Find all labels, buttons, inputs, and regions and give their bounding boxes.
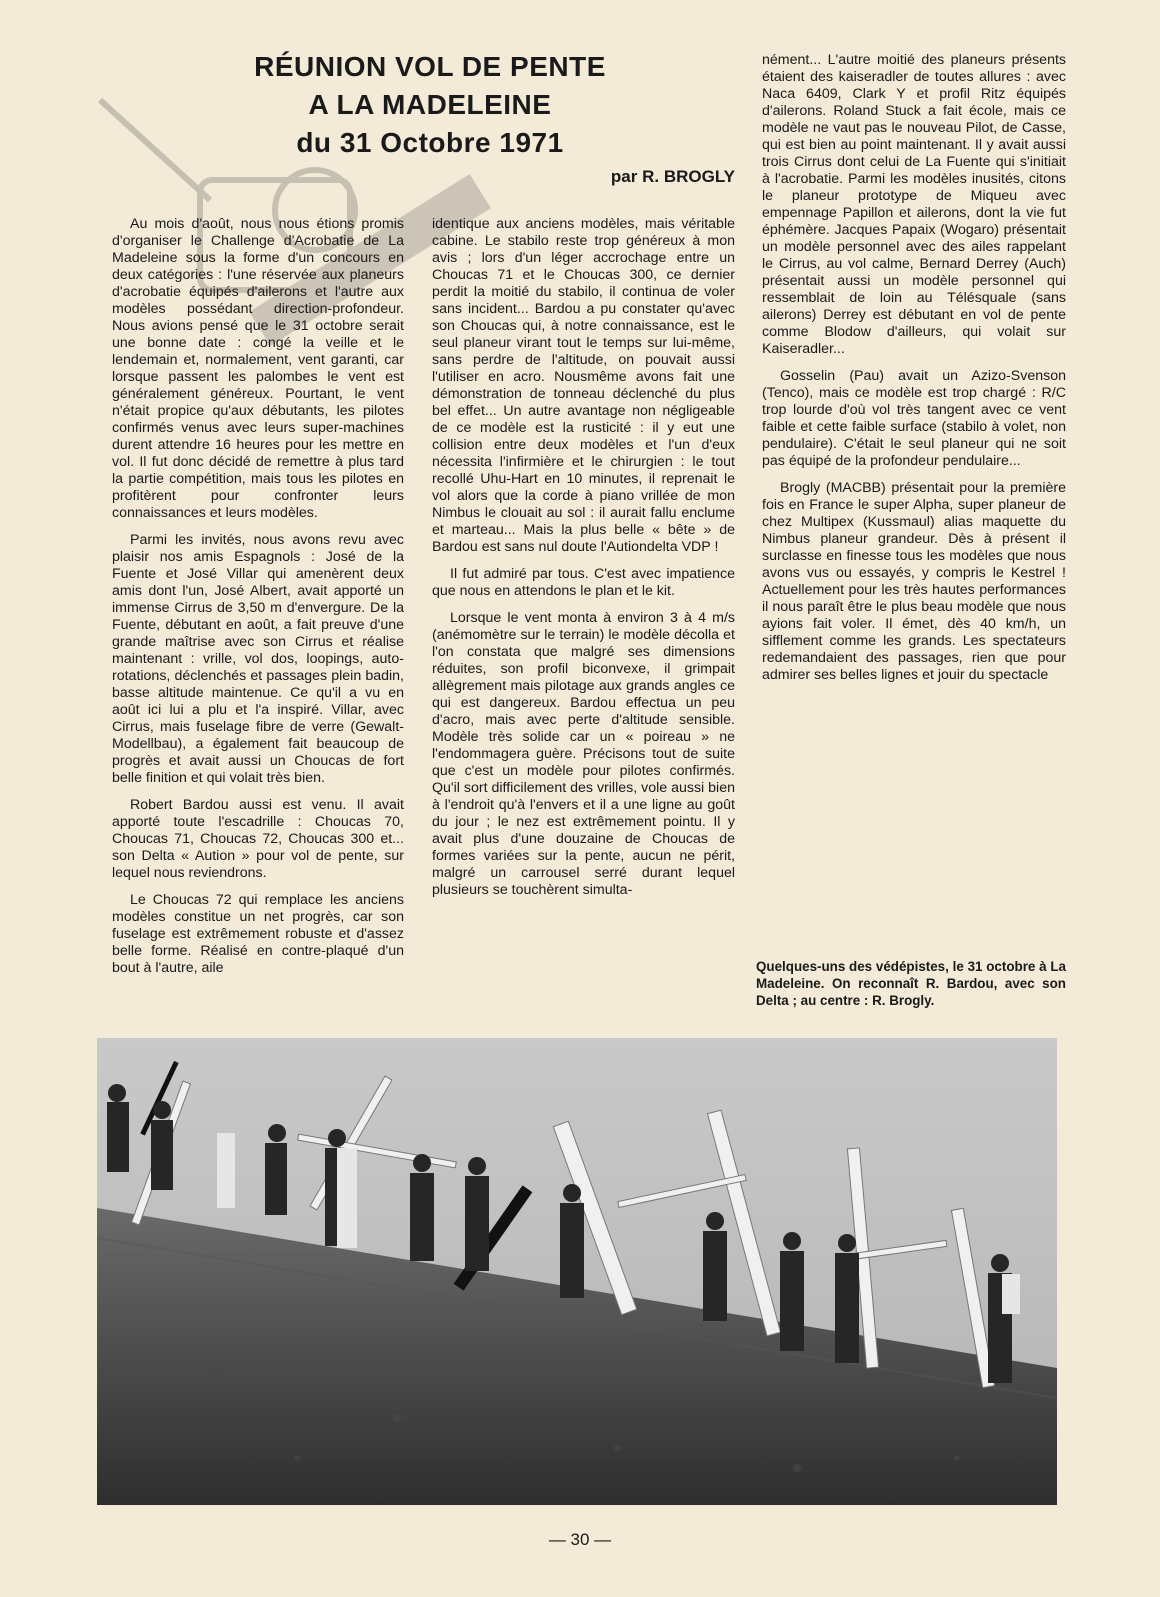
- paragraph: Parmi les invités, nous avons revu avec plaisir nos amis Espagnols : José de la Fuente et José Villar qui amenèrent deux amis dont l'un, José Albert, avait apporté un immense Cirrus de 3,50 m d'envergure. De la Fuente, débutant en août, a fait preuve d'une grande maîtrise avec son Cirrus et réalise maintenant : vrille, vol dos, loopings, auto-rotations, déclenchés et passages plein badin, basse altitude maintenue. Ce qu'il a vu en août ici lui a plu et l'a inspiré. Villar, avec Cirrus, mais fuselage fibre de verre (Gewalt-Modellbau), a également fait beaucoup de progrès et avait aussi un Choucas de fort belle finition et qui volait très bien.: [112, 532, 404, 786]
- title-line-1: RÉUNION VOL DE PENTE: [254, 51, 606, 82]
- article-title: [215, 48, 645, 162]
- photo-illustration: [97, 1038, 1057, 1505]
- paragraph: Au mois d'août, nous nous étions promis d'organiser le Challenge d'Acrobatie de La Madeleine sous la forme d'un concours en deux catégories : l'une réservée aux planeurs d'acrobatie équipés d'ailerons et l'autre aux modèles possédant direction-profondeur. Nous avions pensé que le 31 octobre serait une bonne date : congé la veille et le lendemain et, normalement, vent garanti, car lorsque passent les palombes le vent est généralement généreux. Pourtant, le vent n'était propice qu'aux débutants, les pilotes confirmés venus avec leurs super-machines durent attendre 16 heures pour les mettre en vol. Il fut donc décidé de remettre à plus tard la partie compétition, mais tous les pilotes en profitèrent pour confronter leurs connaissances et leurs modèles.: [112, 216, 404, 521]
- page-number: — 30 —: [548, 1530, 612, 1549]
- paragraph: Gosselin (Pau) avait un Azizo-Svenson (Tenco), mais ce modèle est trop chargé : R/C trop lourde d'où vol très tangent avec ce vent faible et cette faible surface (stabilo à volet, non pendulaire). C'était le seul planeur qui ne soit pas équipé de la profondeur pendulaire...: [762, 368, 1066, 469]
- column-1: [112, 216, 404, 987]
- paragraph: Le Choucas 72 qui remplace les anciens modèles constitue un net progrès, car son fuselage est extrêmement robuste et d'assez belle forme. Réalisé en contre-plaqué d'un bout à l'autre, aile: [112, 892, 404, 976]
- title-line-3: du 31 Octobre 1971: [296, 127, 564, 158]
- group-photo: [97, 1038, 1057, 1505]
- column-2: [432, 216, 735, 909]
- column-3: [762, 52, 1066, 694]
- paragraph: Robert Bardou aussi est venu. Il avait apporté toute l'escadrille : Choucas 70, Choucas 71, Choucas 72, Choucas 300 et... son Delta « Aution » pour vol de pente, sur lequel nous reviendrons.: [112, 797, 404, 881]
- paragraph: Lorsque le vent monta à environ 3 à 4 m/s (anémomètre sur le terrain) le modèle décolla et l'on constata que malgré ses dimensions réduites, son profil biconvexe, il grimpait allègrement mais pilotage aux grands angles ce qui est dangereux. Bardou effectua un peu d'acro, mais avec perte d'altitude sensible. Modèle très solide car un « poireau » ne l'endommagera guère. Précisons tout de suite que c'est un modèle pour pilotes confirmés. Qu'il sort difficilement des vrilles, vole aussi bien à l'endroit qu'à l'envers et il a une ligne au goût du jour ; le nez est extrêmement pointu. Il y avait plus d'une douzaine de Choucas de formes variées sur la pente, aucun ne périt, malgré un carrousel serré durant lequel plusieurs se touchèrent simulta-: [432, 610, 735, 898]
- photo-caption: Quelques-uns des védépistes, le 31 octobre à La Madeleine. On reconnaît R. Bardou, avec son Delta ; au centre : R. Brogly.: [756, 959, 1066, 1008]
- byline: par R. BROGLY: [610, 167, 735, 186]
- paragraph: Il fut admiré par tous. C'est avec impatience que nous en attendons le plan et le kit.: [432, 566, 735, 599]
- title-line-2: A LA MADELEINE: [308, 89, 552, 120]
- paragraph: nément... L'autre moitié des planeurs présents étaient des kaiseradler de toutes allures : avec Naca 6409, Clark Y et profil Ritz équipés d'ailerons. Roland Stuck a fait école, mais ce modèle ne vaut pas le nouveau Pilot, de Casse, qui est bien au point maintenant. Il y avait aussi trois Cirrus dont celui de La Fuente qui s'initiait à l'acrobatie. Parmi les modèles inusités, citons le planeur prototype de Miqueu avec empennage Papillon et ailerons, dont la vie fut éphémère. Jacques Papaix (Wogaro) présentait un modèle personnel avec des ailes rappelant le Cirrus, au vol calme, Bernard Derrey (Auch) présentait aussi un modèle personnel qui ressemblait de loin au Télésquale (sans ailerons) Derrey est débutant en vol de pente comme Blodow d'ailleurs, qui volait sur Kaiseradler...: [762, 52, 1066, 357]
- paragraph: identique aux anciens modèles, mais véritable cabine. Le stabilo reste trop généreux à mon avis ; lors d'un léger accrochage entre un Choucas 71 et le Choucas 300, ce dernier perdit la moitié du stabilo, il continua de voler sans incident... Bardou a pu constater qu'avec son Choucas qui, à notre connaissance, est le seul planeur virant tout le temps sur lui-même, sans perdre de l'altitude, on pouvait aussi l'utiliser en acro. Nousmême avons fait une démonstration de tonneau déclenché du plus bel effet... Un autre avantage non négligeable de ce modèle est la rusticité : il y eut une collision entre deux modèles et l'un d'eux nécessita l'infirmière et le chirurgien : le tout recollé Uhu-Hart en 10 minutes, il reprenait le vol alors que la corde à piano vrillée de mon Nimbus le clouait au sol : il aurait fallu enclume et marteau... Mais la plus belle « bête » de Bardou est sans nul doute l'Autiondelta VDP !: [432, 216, 735, 555]
- paragraph: Brogly (MACBB) présentait pour la première fois en France le super Alpha, super planeur de chez Multipex (Kussmaul) alias maquette du Nimbus planeur grandeur. Dès à présent il surclasse en finesse tous les modèles que nous avons vus ou essayés, y compris le Kestrel ! Actuellement pour les très hautes performances il nous paraît être le plus beau modèle que nous ayions fait voler. Il émet, dès 40 km/h, un sifflement comme les grands. Les spectateurs redemandaient des passages, rien que pour admirer ses belles lignes et jouir du spectacle: [762, 480, 1066, 683]
